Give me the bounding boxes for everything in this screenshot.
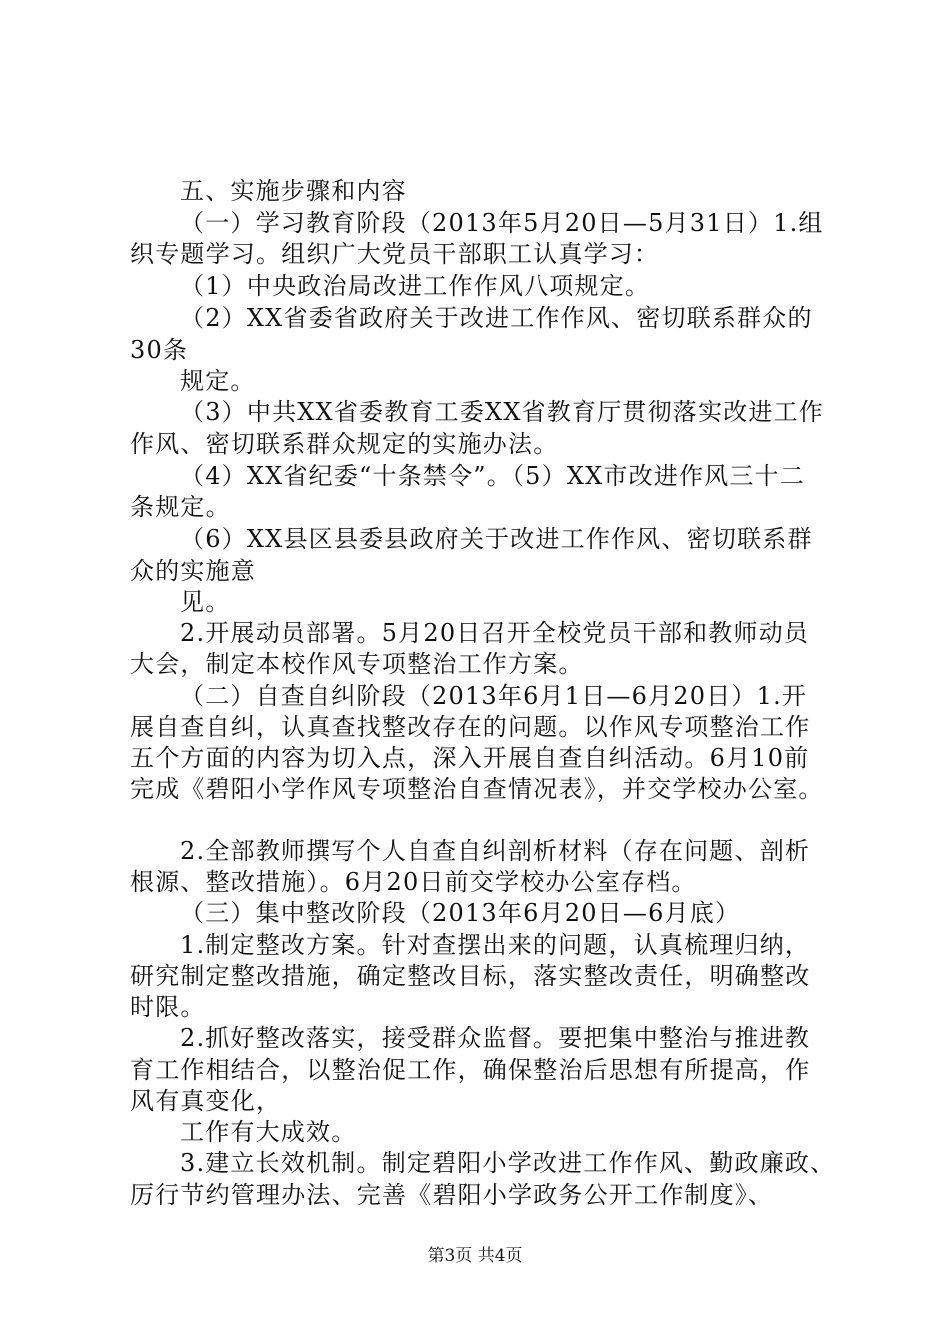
text-line: 根源、整改措施）。6月20日前交学校办公室存档。 (130, 868, 697, 896)
text-line: 展自查自纠，认真查找整改存在的问题。以作风专项整治工作 (130, 713, 811, 741)
text-line: 大会，制定本校作风专项整治工作方案。 (130, 650, 584, 678)
text-line: （三）集中整改阶段（2013年6月20日—6月底） (180, 899, 741, 927)
text-line: 规定。 (180, 367, 256, 395)
text-line: （一）学习教育阶段（2013年5月20日—5月31日）1.组 (180, 209, 824, 237)
text-line: 时限。 (130, 993, 206, 1021)
text-line: （1）中央政治局改进工作作风八项规定。 (180, 272, 651, 300)
text-line: 完成《碧阳小学作风专项整治自查情况表》，并交学校办公室。 (130, 775, 824, 803)
text-line: 见。 (180, 588, 231, 616)
text-line: 30条 (130, 336, 189, 364)
text-line: （2）XX省委省政府关于改进工作作风、密切联系群众的 (180, 304, 813, 332)
text-line: 3.建立长效机制。制定碧阳小学改进工作作风、勤政廉政、 (180, 1149, 836, 1177)
text-line: 织专题学习。组织广大党员干部职工认真学习： (130, 240, 660, 268)
text-line: （4）XX省纪委“十条禁令”。（5）XX市改进作风三十二 (180, 462, 806, 490)
text-line: 厉行节约管理办法、完善《碧阳小学政务公开工作制度》、 (130, 1181, 774, 1209)
page-footer: 第3页 共4页 (427, 1246, 523, 1266)
text-line: 育工作相结合，以整治促工作，确保整治后思想有所提高，作 (130, 1056, 811, 1084)
text-line: 条规定。 (130, 493, 231, 521)
text-line: 五、实施步骤和内容 (180, 177, 407, 205)
text-line: 五个方面的内容为切入点，深入开展自查自纠活动。6月10前 (130, 744, 810, 772)
text-line: 1.制定整改方案。针对查摆出来的问题，认真梳理归纳， (180, 931, 811, 959)
text-line: 作风、密切联系群众规定的实施办法。 (130, 430, 559, 458)
text-line: 2.抓好整改落实，接受群众监督。要把集中整治与推进教 (180, 1024, 811, 1052)
text-line: 2.开展动员部署。5月20日召开全校党员干部和教师动员 (180, 619, 810, 647)
text-line: （6）XX县区县委县政府关于改进工作作风、密切联系群 (180, 525, 813, 553)
text-line: 众的实施意 (130, 557, 256, 585)
text-line: 研究制定整改措施，确定整改目标，落实整改责任，明确整改 (130, 962, 811, 990)
text-line: （3）中共XX省委教育工委XX省教育厅贯彻落实改进工作 (180, 398, 825, 426)
text-line: 风有真变化， (130, 1087, 282, 1115)
text-line: 工作有大成效。 (180, 1118, 357, 1146)
text-line: 2.全部教师撰写个人自查自纠剖析材料（存在问题、剖析 (180, 837, 811, 865)
text-line: （二）自查自纠阶段（2013年6月1日—6月20日）1.开 (180, 682, 808, 710)
